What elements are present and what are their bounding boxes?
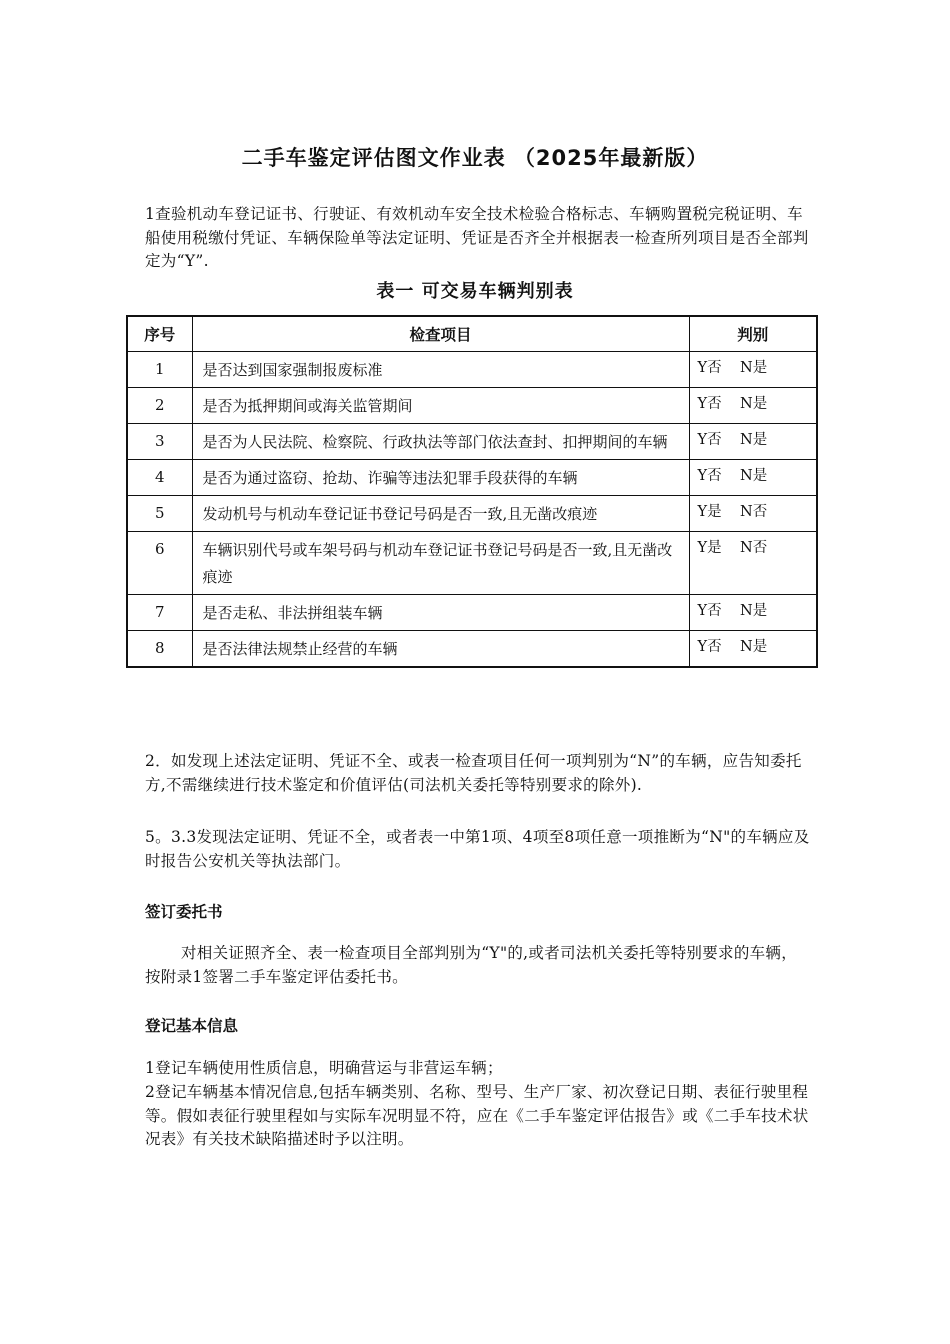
row-number: 5 bbox=[127, 496, 192, 532]
row-judge: Y否 N是 bbox=[689, 388, 817, 424]
row-judge: Y否 N是 bbox=[689, 460, 817, 496]
row-number: 3 bbox=[127, 424, 192, 460]
row-number: 7 bbox=[127, 595, 192, 631]
row-judge: Y是 N否 bbox=[689, 496, 817, 532]
section-heading-commission: 签订委托书 bbox=[145, 903, 223, 921]
row-judge: Y否 N是 bbox=[689, 352, 817, 388]
row-judge: Y否 N是 bbox=[689, 424, 817, 460]
table-row bbox=[127, 532, 817, 595]
registration-line-2: 2登记车辆基本情况信息,包括车辆类别、名称、型号、生产厂家、初次登记日期、表征行驶里程等。假如表征行驶里程如与实际车况明显不符，应在《二手车鉴定评估报告》或《二手车技术状况表》有关技术缺陷描述时予以注明。 bbox=[145, 1083, 809, 1148]
row-number: 4 bbox=[127, 460, 192, 496]
row-item: 是否达到国家强制报废标准 bbox=[192, 352, 689, 388]
commission-paragraph: 对相关证照齐全、表一检查项目全部判别为“Y"的,或者司法机关委托等特别要求的车辆，按附录1签署二手车鉴定评估委托书。 bbox=[145, 944, 798, 986]
table-row bbox=[127, 424, 817, 460]
table-header-row bbox=[127, 316, 817, 352]
notice-paragraph: 2．如发现上述法定证明、凭证不全、或表一检查项目任何一项判别为“N”的车辆，应告知委托方,不需继续进行技术鉴定和价值评估(司法机关委托等特别要求的除外). bbox=[145, 752, 802, 794]
row-item: 是否走私、非法拼组装车辆 bbox=[192, 595, 689, 631]
row-item: 车辆识别代号或车架号码与机动车登记证书登记号码是否一致,且无凿改痕迹 bbox=[192, 532, 689, 595]
table-row bbox=[127, 388, 817, 424]
row-judge: Y是 N否 bbox=[689, 532, 817, 595]
row-judge: Y否 N是 bbox=[689, 595, 817, 631]
row-number: 8 bbox=[127, 631, 192, 668]
row-item: 是否为通过盗窃、抢劫、诈骗等违法犯罪手段获得的车辆 bbox=[192, 460, 689, 496]
registration-line-1: 1登记车辆使用性质信息，明确营运与非营运车辆； bbox=[145, 1059, 503, 1077]
row-item: 发动机号与机动车登记证书登记号码是否一致,且无凿改痕迹 bbox=[192, 496, 689, 532]
table-row bbox=[127, 631, 817, 668]
section-heading-registration: 登记基本信息 bbox=[145, 1017, 239, 1035]
row-item: 是否法律法规禁止经营的车辆 bbox=[192, 631, 689, 668]
intro-paragraph: 1查验机动车登记证书、行驶证、有效机动车安全技术检验合格标志、车辆购置税完税证明、车船使用税缴付凭证、车辆保险单等法定证明、凭证是否齐全并根据表一检查所列项目是否全部判定为“Y”. bbox=[145, 205, 809, 270]
report-paragraph: 5。3.3发现法定证明、凭证不全，或者表一中第1项、4项至8项任意一项推断为“N"的车辆应及时报告公安机关等执法部门。 bbox=[145, 828, 810, 870]
row-number: 6 bbox=[127, 532, 192, 595]
row-item: 是否为人民法院、检察院、行政执法等部门依法查封、扣押期间的车辆 bbox=[192, 424, 689, 460]
header-item: 检查项目 bbox=[192, 316, 689, 352]
row-item: 是否为抵押期间或海关监管期间 bbox=[192, 388, 689, 424]
row-number: 2 bbox=[127, 388, 192, 424]
row-judge: Y否 N是 bbox=[689, 631, 817, 668]
header-judge: 判别 bbox=[689, 316, 817, 352]
table-row bbox=[127, 460, 817, 496]
vehicle-check-table bbox=[126, 315, 818, 668]
table-caption: 表一 可交易车辆判别表 bbox=[376, 281, 574, 302]
table-row bbox=[127, 352, 817, 388]
table-row bbox=[127, 496, 817, 532]
document-title: 二手车鉴定评估图文作业表 （2025年最新版） bbox=[241, 146, 709, 170]
row-number: 1 bbox=[127, 352, 192, 388]
header-number: 序号 bbox=[127, 316, 192, 352]
table-row bbox=[127, 595, 817, 631]
